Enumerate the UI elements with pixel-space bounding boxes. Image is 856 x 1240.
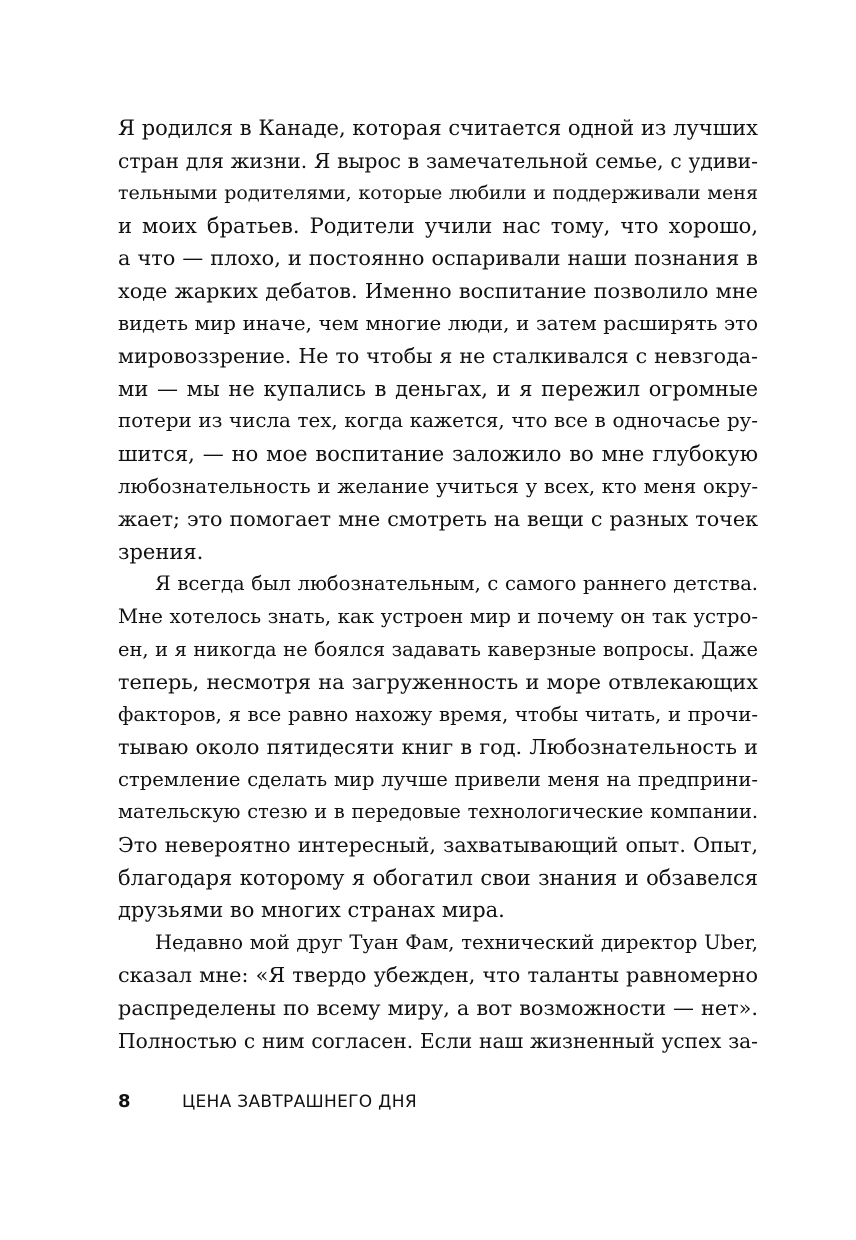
text-line: ми — мы не купались в деньгах, и я пережил огромные [118,376,758,401]
text-line: Это невероятно интересный, захватывающий опыт. Опыт, [118,833,758,858]
text-line: Недавно мой друг Туан Фам, технический директор Uber, [155,930,758,954]
text-line: сказал мне: «Я твердо убежден, что таланты равномерно [118,963,758,988]
text-line: видеть мир иначе, чем многие люди, и затем расширять это [118,311,758,335]
text-line: а что — плохо, и постоянно оспаривали наши познания в [118,246,758,271]
text-line: любознательность и желание учиться у всех, кто меня окру- [118,474,758,498]
text-line: ходе жарких дебатов. Именно воспитание позволило мне [118,278,758,303]
text-line: зрения. [118,539,204,564]
text-line: Я всегда был любознательным, с самого раннего детства. [155,572,758,596]
text-line: тываю около пятидесяти книг в год. Любознательность и [118,735,758,760]
text-line: мировоззрение. Не то чтобы я не сталкивался с невзгода- [118,344,758,369]
text-line: мательскую стезю и в передовые технологические компании. [118,800,758,824]
text-line: Мне хотелось знать, как устроен мир и почему он так устро- [118,604,758,628]
text-line: благодаря которому я обогатил свои знания и обзавелся [118,865,758,890]
text-line: факторов, я все равно нахожу время, чтобы читать, и прочи- [118,702,758,726]
text-line: распределены по всему миру, а вот возможности — нет». [118,996,758,1021]
page-number: 8 [118,1091,131,1112]
text-line: Я родился в Канаде, которая считается одной из лучших [118,116,758,140]
body-text [118,112,758,1057]
text-line: шится, — но мое воспитание заложило во мне глубокую [118,441,758,466]
text-line: и моих братьев. Родители учили нас тому, что хорошо, [118,213,758,238]
text-line: теперь, несмотря на загруженность и море отвлекающих [118,670,758,695]
text-line: стран для жизни. Я вырос в замечательной семье, с удиви- [118,148,758,173]
text-line: потери из числа тех, когда кажется, что все в одночасье ру- [118,409,758,433]
text-line: ен, и я никогда не боялся задавать каверзные вопросы. Даже [118,637,758,661]
text-line: тельными родителями, которые любили и поддерживали меня [118,182,758,205]
text-line: жает; это помогает мне смотреть на вещи с разных точек [118,507,758,532]
running-title: ЦЕНА ЗАВТРАШНЕГО ДНЯ [182,1092,417,1112]
text-line: стремление сделать мир лучше привели меня на предприни- [118,767,758,791]
text-line: Полностью с ним согласен. Если наш жизненный успех за- [118,1028,758,1053]
text-line: друзьями во многих странах мира. [118,898,505,923]
